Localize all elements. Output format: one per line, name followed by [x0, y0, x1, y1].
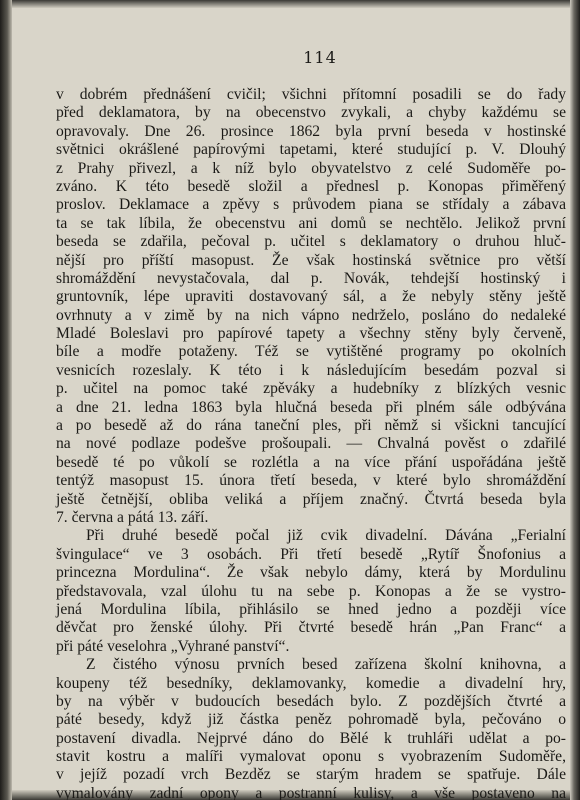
- text-line: princezna Mordulina“. Že však nebylo dámy, která by Mordulinu: [56, 564, 566, 582]
- text-line: bíle a modře potaženy. Též se vytištěné programy po okolních: [56, 343, 566, 361]
- text-line: besedě té po vůkolí se rozlétla a na více přání uspořádána ještě: [56, 453, 566, 471]
- text-line: stavit kostru a malíři vymalovat oponu s vyobrazením Sudoměře,: [56, 748, 566, 766]
- text-line: v dobrém přednášení cvičil; všichni přítomní posadili se do řady: [56, 86, 566, 103]
- text-line: 7. června a pátá 13. září.: [56, 508, 209, 526]
- text-line: shromáždění nevystačovala, dal p. Novák, tehdejší hostinský i: [56, 269, 566, 287]
- text-line: koupeny též besedníky, deklamovanky, komedie a divadelní hry,: [56, 674, 566, 692]
- text-line: při páté veselohra „Vyhrané panství“.: [56, 637, 290, 655]
- text-line: p. učitel na pomoc také zpěváky a hudebníky z blízkých vesnic: [56, 380, 566, 398]
- text-line: z Prahy přivezl, a k níž bylo obyvatelstvo z celé Sudoměře po-: [56, 159, 566, 177]
- text-line: postavení divadla. Nejprvé dáno do Bělé k truhláři udělat a po-: [56, 729, 566, 747]
- text-line: světnici okrášlené papírovými tapetami, které studující p. V. Dlouhý: [56, 141, 566, 159]
- text-line: jená Mordulina líbila, přihlásilo se hned jedno a později více: [56, 600, 566, 618]
- text-line: by na výběr v budoucích besedách bylo. Z pozdějších čtvrté a: [56, 692, 566, 710]
- text-line: v jejíž pozadí vrch Bezděz se starým hradem se spatřuje. Dále: [56, 766, 566, 784]
- text-line: beseda se zdařila, pečoval p. učitel s deklamatory o druhou hluč-: [56, 233, 566, 251]
- text-line: děvčat pro ženské úlohy. Při čtvrté besedě hrán „Pan Franc“ a: [56, 619, 566, 637]
- text-line: představovala, vzal úlohu tu na sebe p. Konopas a že se vystro-: [56, 582, 566, 600]
- text-line: ještě četnější, obliba veliká a příjem značný. Čtvrtá beseda byla: [56, 490, 566, 508]
- text-line: ta se tak líbila, že obecenstvu ani domů se nechtělo. Jelikož první: [56, 214, 566, 232]
- text-line: Mladé Boleslavi pro papírové tapety a všechny stěny byly červeně,: [56, 325, 566, 343]
- text-line: Z čistého výnosu prvních besed zařízena školní knihovna, a: [86, 656, 566, 674]
- page-shadow-right: [570, 0, 580, 800]
- page-shadow-top: [0, 0, 580, 8]
- text-line: švingulace“ ve 3 osobách. Při třetí besedě „Rytíř Šnofonius a: [56, 545, 566, 563]
- text-line: tentýž masopust 15. února třetí beseda, v které bylo shromáždění: [56, 472, 566, 490]
- text-line: páté besedy, když již částka peněz pohromadě byla, pečováno o: [56, 711, 566, 729]
- text-line: na nové podlaze podešve prošoupali. — Chvalná pověst o zdařilé: [56, 435, 566, 453]
- text-line: vymalovány zadní opony a postranní kulisy, a vše postaveno na: [56, 784, 566, 800]
- text-line: gruntovník, lépe upraviti dostavovaný sál, a že nebyly stěny ještě: [56, 288, 566, 306]
- text-line: vesnicích rozeslaly. K této i k následujícím besedám pozval si: [56, 361, 566, 379]
- body-text: [56, 86, 566, 800]
- text-line: opravovaly. Dne 26. prosince 1862 byla první beseda v hostinské: [56, 122, 566, 140]
- text-line: a dne 21. ledna 1863 byla hlučná beseda při plném sále odbývána: [56, 398, 566, 416]
- text-line: Při druhé besedě počal již cvik divadelní. Dávána „Ferialní: [86, 527, 566, 545]
- text-line: zváno. K této besedě složil a přednesl p. Konopas přiměřený: [56, 177, 566, 195]
- text-line: a po besedě až do rána taneční ples, při němž si všickni tancující: [56, 417, 566, 435]
- text-line: proslov. Deklamace a zpěvy s průvodem piana se střídaly a zábava: [56, 196, 566, 214]
- page-number: 114: [303, 48, 337, 67]
- page-shadow-left: [0, 0, 12, 800]
- text-line: před deklamatora, by na obecenstvo zvykali, a chyby každému se: [56, 104, 566, 122]
- text-line: ovrhnuty a v zimě by na nich vápno nedrželo, posláno do nedaleké: [56, 306, 566, 324]
- text-line: nější pro příští masopust. Že však hostinská světnice pro větší: [56, 251, 566, 269]
